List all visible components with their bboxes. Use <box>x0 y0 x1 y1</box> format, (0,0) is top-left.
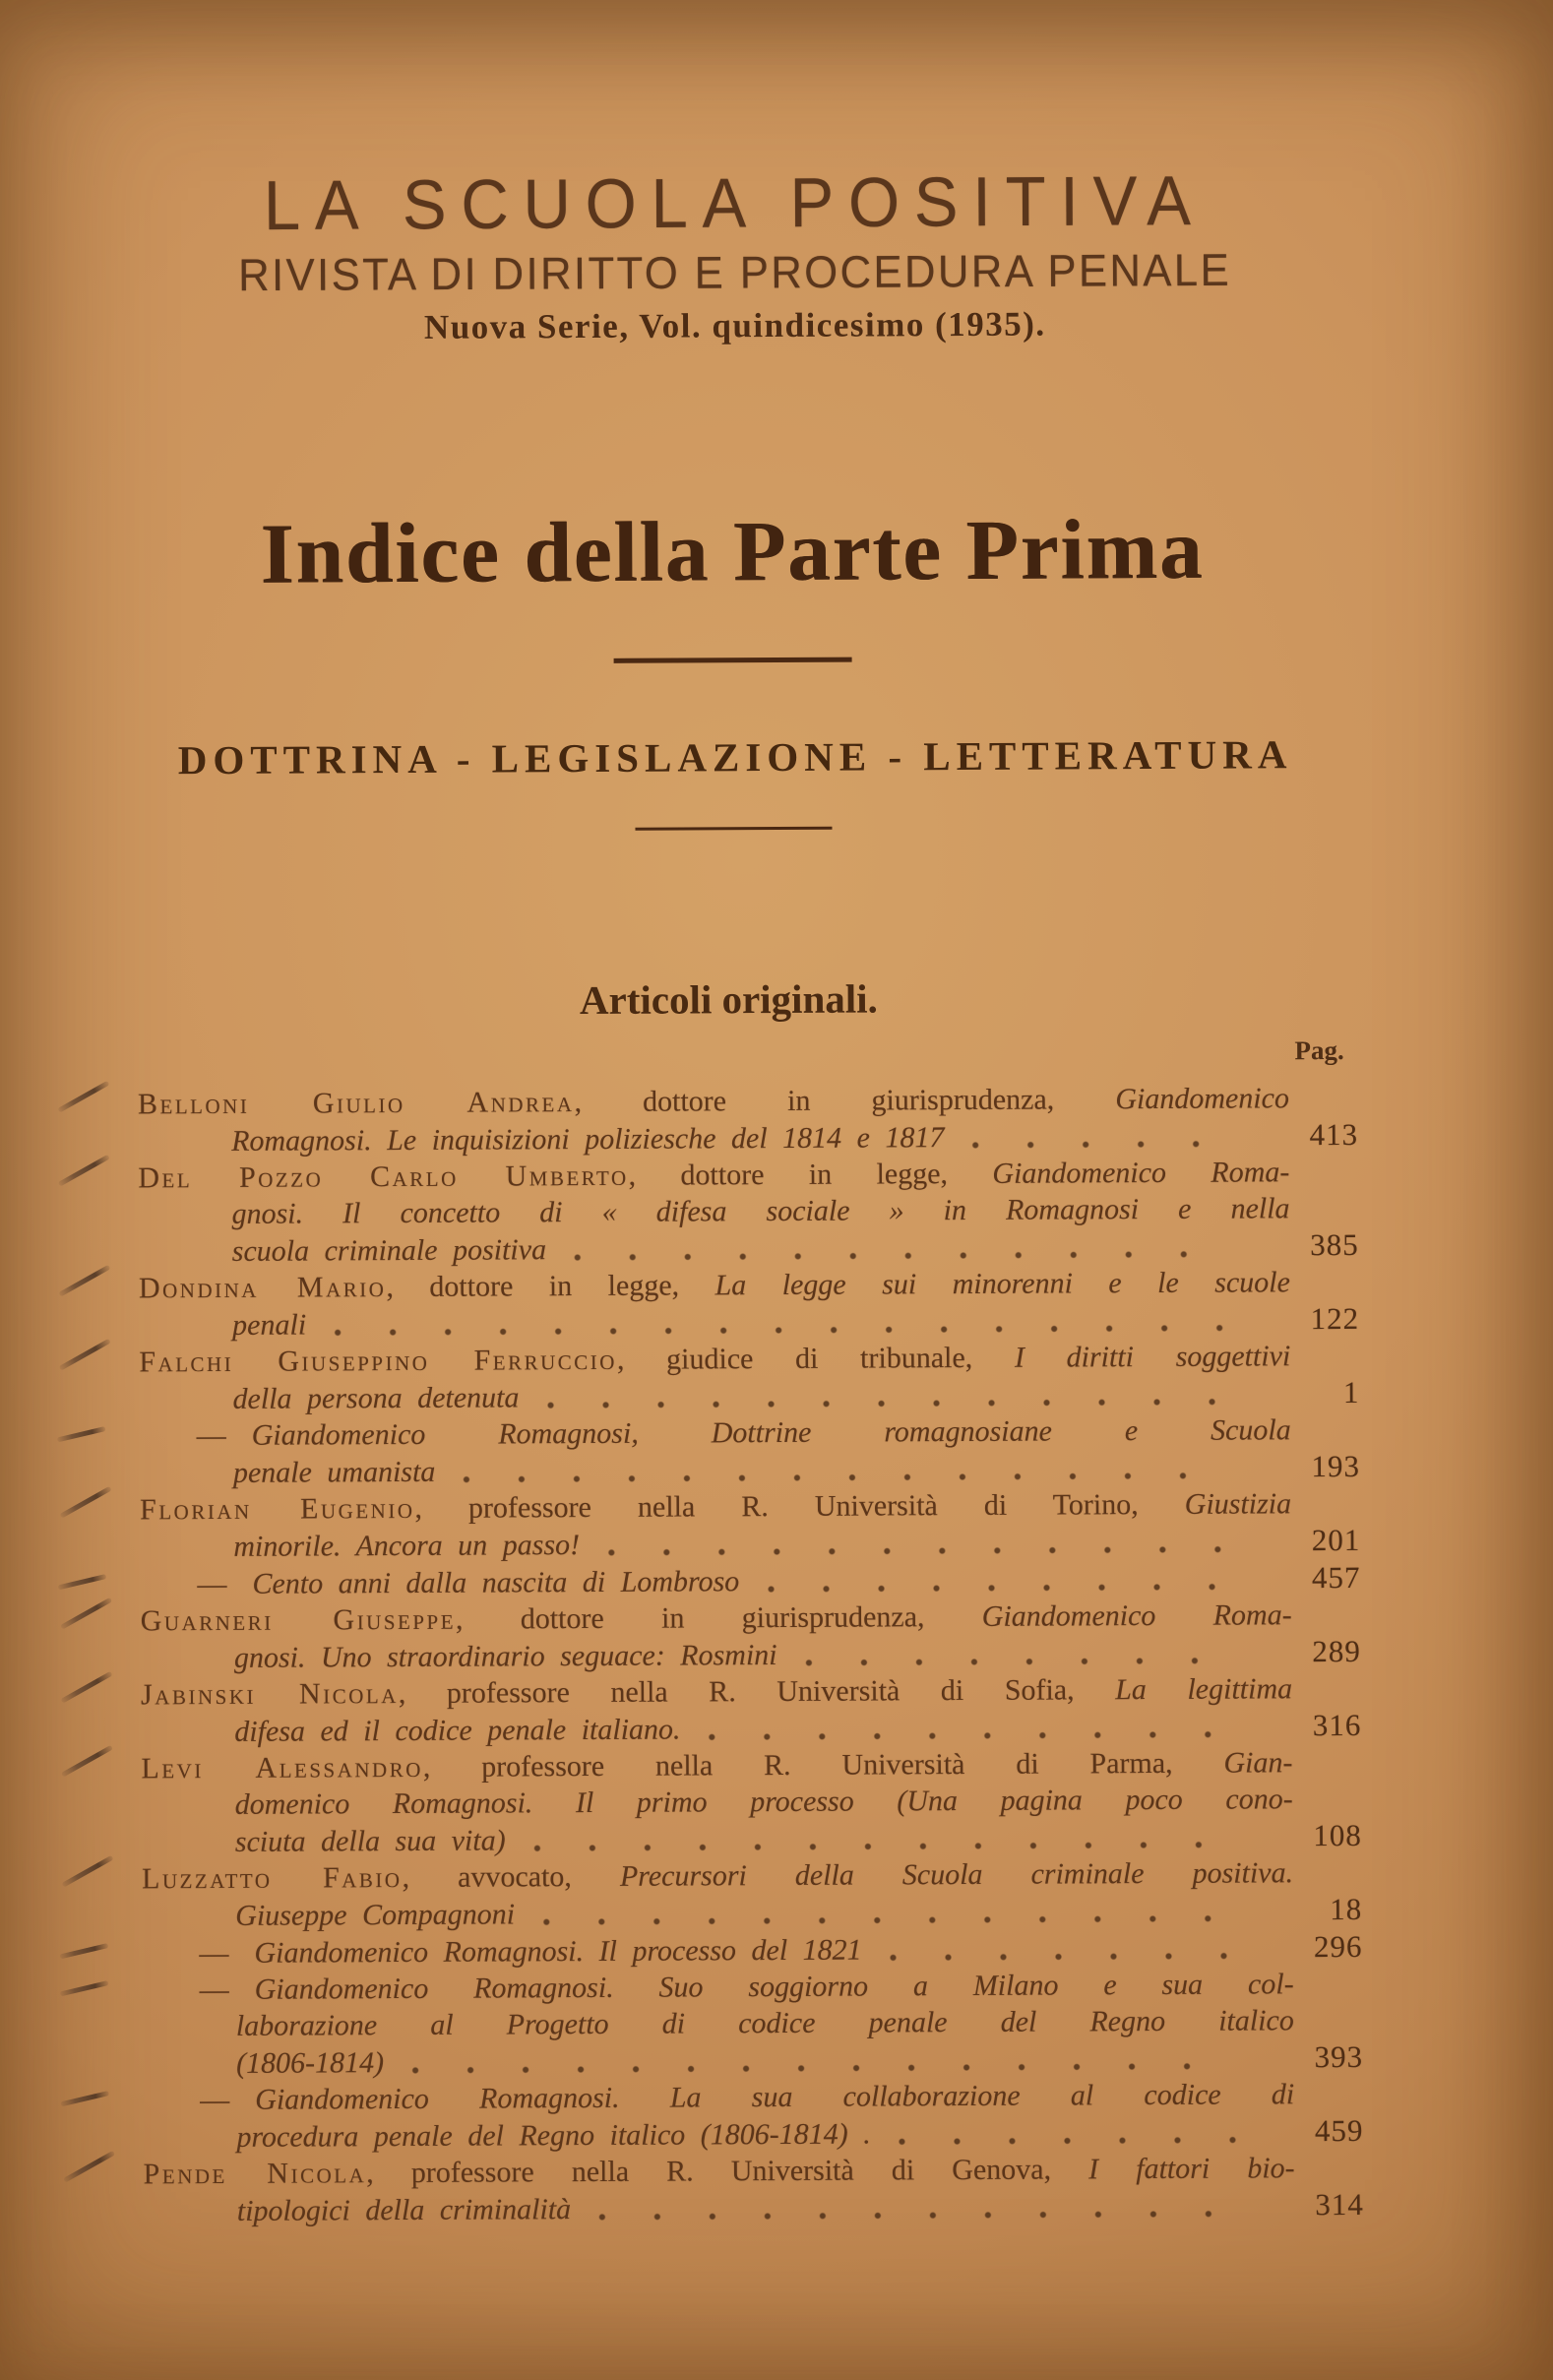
dot-leader <box>411 2062 1237 2075</box>
entry-line <box>140 1522 1360 1565</box>
entry-line <box>139 1338 1359 1380</box>
entry-title: della persona detenuta <box>232 1381 520 1415</box>
index-entry <box>143 2076 1363 2156</box>
dot-leader <box>899 2136 1238 2147</box>
entry-text: — <box>200 2083 230 2117</box>
entry-line <box>138 1116 1358 1159</box>
index-entry <box>142 1928 1362 1972</box>
journal-title: LA SCUOLA POSITIVA <box>263 161 1206 245</box>
dot-leader <box>607 1545 1234 1557</box>
journal-series: Nuova Serie, Vol. quindicesimo (1935). <box>423 304 1046 346</box>
pencil-mark <box>59 1339 111 1371</box>
section-subheading: DOTTRINA - LEGISLAZIONE - LETTERATURA <box>177 731 1293 783</box>
dot-leader <box>574 1250 1233 1263</box>
entry-line <box>144 2186 1364 2229</box>
pencil-mark <box>60 2091 109 2106</box>
entry-page-number: 413 <box>1309 1116 1359 1153</box>
dot-leader <box>709 1730 1236 1742</box>
entry-line <box>141 1707 1361 1750</box>
pencil-mark <box>58 1155 110 1187</box>
entry-title: Giandomenico Roma- <box>981 1598 1292 1633</box>
entry-title: gnosi. Uno straordinario seguace: Rosmini <box>233 1639 777 1674</box>
index-entry <box>141 1670 1361 1750</box>
entry-line <box>141 1597 1361 1639</box>
entry-text: , dottore in legge, <box>386 1269 715 1304</box>
entry-title: Giandomenico Romagnosi. Suo soggiorno a Milano e sua col- <box>254 1968 1294 2006</box>
entry-page-number: 316 <box>1312 1707 1362 1743</box>
entry-line <box>140 1559 1360 1602</box>
entry-line <box>142 1891 1362 1934</box>
dot-leader <box>334 1324 1233 1338</box>
dot-leader <box>805 1657 1235 1667</box>
entry-line <box>139 1374 1359 1417</box>
pencil-mark <box>63 2151 115 2183</box>
entry-text: — <box>196 1418 226 1453</box>
entry-line <box>138 1154 1358 1196</box>
entry-title: minorile. Ancora un passo! <box>233 1529 581 1563</box>
entry-text: , professore nella R. Università di Parma, <box>422 1746 1224 1784</box>
entry-author: Dondina Mario <box>138 1271 387 1305</box>
entry-text: , avvocato, <box>402 1859 621 1895</box>
entry-line <box>139 1300 1359 1344</box>
entry-title: tipologici della criminalità <box>236 2193 572 2227</box>
pencil-mark <box>60 1597 112 1630</box>
entry-title: (1806-1814) <box>235 2046 385 2080</box>
entry-line <box>141 1670 1361 1713</box>
dot-leader <box>542 1914 1236 1927</box>
entry-title: Giuseppe Compagnoni <box>235 1898 516 1932</box>
entry-page-number: 314 <box>1315 2186 1364 2223</box>
pencil-mark <box>57 1426 106 1442</box>
entry-line <box>138 1080 1358 1122</box>
entry-title: penale umanista <box>232 1455 436 1489</box>
pencil-mark <box>58 1265 110 1297</box>
dot-leader <box>598 2210 1238 2222</box>
entry-line <box>142 1854 1362 1897</box>
index-entry <box>142 1854 1362 1934</box>
entry-line <box>140 1448 1360 1491</box>
pencil-mark <box>57 1081 109 1113</box>
dot-leader <box>533 1841 1236 1853</box>
index-entry <box>140 1559 1360 1602</box>
entry-line <box>141 1633 1361 1676</box>
index-entry <box>143 1966 1364 2082</box>
entry-page-number: 108 <box>1313 1817 1362 1853</box>
dot-leader <box>463 1472 1234 1484</box>
index-entry <box>144 2150 1364 2229</box>
entry-author: Jabinski Nicola <box>140 1677 399 1712</box>
entry-text: — <box>197 1567 227 1601</box>
entry-author: Falchi Giuseppino Ferruccio <box>139 1343 618 1379</box>
entry-title: I diritti soggettivi <box>1014 1340 1291 1374</box>
entry-page-number: 122 <box>1310 1300 1360 1337</box>
entry-line <box>142 1928 1362 1972</box>
entry-line <box>143 2002 1363 2044</box>
entry-line <box>143 2112 1363 2156</box>
dot-leader <box>546 1398 1233 1410</box>
entry-text: , giudice di tribunale, <box>616 1341 1016 1376</box>
entry-text: , professore nella R. Università di Torino, <box>414 1487 1185 1525</box>
entry-title: Gian- <box>1223 1746 1293 1780</box>
entry-author: Pende Nicola <box>143 2157 367 2191</box>
index-entry <box>139 1264 1359 1344</box>
index-entries <box>138 1080 1364 2229</box>
dot-leader <box>767 1583 1234 1594</box>
journal-subtitle: RIVISTA DI DIRITTO E PROCEDURA PENALE <box>237 244 1232 301</box>
entry-line <box>143 2076 1363 2118</box>
entry-title: procedura penale del Regno italico (1806-1814) . <box>236 2117 871 2154</box>
index-entry <box>139 1338 1359 1417</box>
entry-title: penali <box>232 1308 307 1342</box>
entry-text: , professore nella R. Università di Genova, <box>366 2153 1089 2190</box>
entry-line <box>140 1485 1360 1528</box>
dot-leader <box>890 1952 1237 1963</box>
page-column-label: Pag. <box>1294 1034 1344 1066</box>
entry-title: Giandomenico Romagnosi. La sua collaborazione al codice di <box>255 2078 1295 2116</box>
entry-author: Guarneri Giuseppe <box>140 1602 457 1638</box>
entry-page-number: 385 <box>1310 1226 1359 1263</box>
entry-author: Belloni Giulio Andrea <box>137 1086 575 1121</box>
entry-page-number: 289 <box>1312 1633 1361 1669</box>
index-entry <box>140 1411 1360 1491</box>
pencil-mark <box>60 1943 109 1959</box>
dot-leader <box>971 1140 1232 1150</box>
index-entry <box>140 1485 1360 1565</box>
entry-text: , dottore in legge, <box>628 1157 993 1192</box>
entry-title: laborazione al Progetto di codice penale del Regno italico <box>235 2004 1294 2042</box>
entry-text: , professore nella R. Università di Sofia, <box>398 1673 1116 1711</box>
entry-title: Giustizia <box>1184 1487 1292 1521</box>
entry-title: La legittima <box>1115 1672 1293 1707</box>
entry-author: Luzzatto Fabio <box>141 1861 403 1896</box>
entry-title: sciuta della sua vita) <box>234 1824 506 1858</box>
pencil-mark <box>61 1745 113 1778</box>
entry-title: Romagnosi. Le inquisizioni poliziesche del 1814 e 1817 <box>231 1121 945 1158</box>
entry-title: Precursori della Scuola criminale positiva. <box>619 1856 1294 1893</box>
entry-title: Giandomenico <box>1115 1082 1290 1116</box>
entry-page-number: 296 <box>1313 1928 1363 1965</box>
entry-author: Florian Eugenio <box>140 1491 415 1527</box>
entry-title: domenico Romagnosi. Il primo processo (Una pagina poco cono- <box>234 1783 1293 1821</box>
entry-author: Levi Alessandro <box>141 1750 423 1785</box>
index-entry <box>141 1744 1362 1860</box>
entry-text: , dottore in giurisprudenza, <box>574 1083 1116 1119</box>
entry-title: Giandomenico Roma- <box>992 1156 1290 1190</box>
entry-page-number: 459 <box>1314 2112 1364 2149</box>
entry-text: — <box>199 1936 229 1971</box>
entry-text: , dottore in giurisprudenza, <box>455 1599 982 1636</box>
masthead <box>0 0 1512 349</box>
entry-author: Del Pozzo Carlo Umberto <box>138 1159 629 1195</box>
entry-line <box>139 1226 1359 1270</box>
pencil-mark <box>60 1980 109 1996</box>
entry-title: scuola criminale positiva <box>231 1233 547 1268</box>
section-heading: Indice della Parte Prima <box>260 500 1205 601</box>
entry-title: Giandomenico Romagnosi, Dottrine romagnosiane e Scuola <box>251 1413 1291 1452</box>
entry-title: Cento anni dalla nascita di Lombroso <box>252 1565 740 1600</box>
entry-line <box>139 1264 1359 1306</box>
entry-page-number: 457 <box>1311 1559 1361 1596</box>
entry-page-number: 201 <box>1311 1522 1361 1558</box>
index-heading: Articoli originali. <box>579 975 878 1024</box>
index-entry <box>138 1080 1358 1159</box>
entry-line <box>138 1190 1358 1232</box>
entry-page-number: 1 <box>1342 1374 1360 1409</box>
pencil-mark <box>60 1486 112 1519</box>
entry-line <box>141 1744 1361 1786</box>
index-entry <box>141 1597 1361 1676</box>
entry-title: I fattori bio- <box>1088 2152 1295 2186</box>
pencil-mark <box>58 1574 107 1590</box>
entry-title: difesa ed il codice penale italiano. <box>234 1713 681 1748</box>
entry-page-number: 193 <box>1311 1448 1360 1484</box>
entry-title: La legge sui minorenni e le scuole <box>714 1266 1290 1302</box>
entry-line <box>143 2038 1363 2082</box>
pencil-mark <box>61 1671 113 1704</box>
entry-line <box>142 1817 1362 1860</box>
entry-line <box>144 2150 1364 2192</box>
entry-text: — <box>199 1973 229 2007</box>
entry-line <box>140 1411 1360 1454</box>
entry-title: Giandomenico Romagnosi. Il processo del 1821 <box>254 1933 862 1970</box>
divider-rule <box>635 827 832 831</box>
index-entry <box>138 1154 1359 1270</box>
entry-page-number: 18 <box>1330 1891 1363 1927</box>
pencil-mark <box>62 1855 114 1888</box>
entry-title: gnosi. Il concetto di « difesa sociale » in Romagnosi e nella <box>231 1192 1290 1230</box>
entry-line <box>143 1966 1363 2008</box>
entry-line <box>142 1781 1362 1823</box>
divider-rule <box>614 658 852 663</box>
entry-page-number: 393 <box>1314 2038 1364 2075</box>
